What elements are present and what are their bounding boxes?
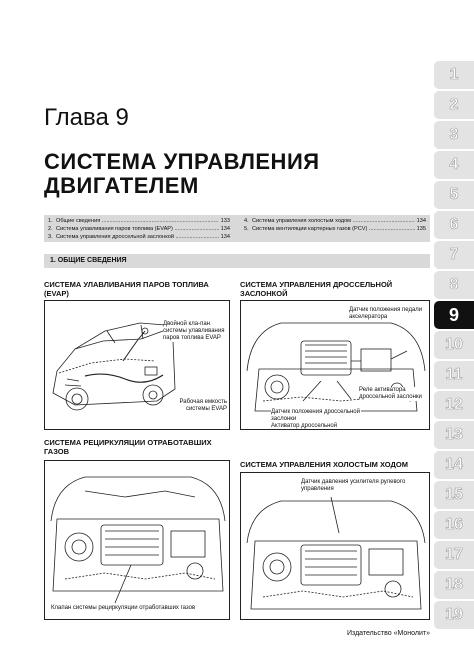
toc-entry-page: 133 xyxy=(220,218,230,224)
toc-entry-page: 135 xyxy=(416,226,426,232)
chapter-tab-4[interactable]: 4 xyxy=(434,151,474,179)
toc-entry[interactable] xyxy=(48,233,230,241)
toc-entry-title: Система управления холостым ходом ..... xyxy=(252,217,415,225)
chapter-tab-2[interactable]: 2 xyxy=(434,91,474,119)
chapter-tab-14[interactable]: 14 xyxy=(434,451,474,479)
section-heading: 1. ОБЩИЕ СВЕДЕНИЯ xyxy=(44,254,430,268)
chapter-tab-5[interactable]: 5 xyxy=(434,181,474,209)
evap-figure xyxy=(44,300,230,430)
idle-figure xyxy=(240,472,430,620)
chapter-tab-7[interactable]: 7 xyxy=(434,241,474,269)
toc-entry-number: 2. xyxy=(48,226,53,232)
throttle-relay-label: Реле активатора дроссельной заслонки xyxy=(359,387,427,401)
engine-bay-illustration xyxy=(241,473,430,620)
throttle-figure-caption: СИСТЕМА УПРАВЛЕНИЯ ДРОССЕЛЬНОЙ ЗАСЛОНКОЙ xyxy=(240,280,393,298)
table-of-contents xyxy=(44,215,430,242)
toc-entry-page: 134 xyxy=(416,218,426,224)
chapter-tab-12[interactable]: 12 xyxy=(434,391,474,419)
evap-dual-valve-label: Двойной кла-пан системы улавливания паров топлива EVAP xyxy=(163,321,227,342)
evap-figure-caption: СИСТЕМА УЛАВЛИВАНИЯ ПАРОВ ТОПЛИВА (EVAP) xyxy=(44,280,209,298)
power-steering-sensor-label: Датчик давления усилителя рулевого управления xyxy=(301,479,421,493)
toc-entry[interactable] xyxy=(244,217,426,225)
pedal-sensor-label: Датчик положения педали акселератора xyxy=(349,307,427,321)
egr-valve-label: Клапан системы рециркуляции отработавших газов xyxy=(51,605,227,612)
toc-entry-page: 134 xyxy=(220,234,230,240)
chapter-tab-13[interactable]: 13 xyxy=(434,421,474,449)
publisher-credit: Издательство «Монолит» xyxy=(346,630,430,637)
chapter-tab-10[interactable]: 10 xyxy=(434,331,474,359)
chapter-tabs xyxy=(434,61,474,631)
chapter-tab-18[interactable]: 18 xyxy=(434,571,474,599)
throttle-figure xyxy=(240,300,430,430)
toc-entry-title: Общие сведения ..... xyxy=(56,217,219,225)
evap-canister-label: Рабочая емкость системы EVAP xyxy=(171,399,227,413)
throttle-position-sensor-label: Датчик положения дроссельной заслонки xyxy=(271,409,360,422)
engine-bay-illustration xyxy=(45,461,230,620)
throttle-actuator-label: Активатор дроссельной xyxy=(271,423,361,430)
chapter-tab-15[interactable]: 15 xyxy=(434,481,474,509)
toc-entry-title: Система улавливания паров топлива (EVAP) ..... xyxy=(56,225,219,233)
toc-entry-number: 4. xyxy=(244,218,249,224)
chapter-tab-9[interactable]: 9 xyxy=(434,301,474,329)
chapter-tab-17[interactable]: 17 xyxy=(434,541,474,569)
toc-entry-title: Система управления дроссельной заслонкой ..... xyxy=(56,233,219,241)
toc-entry[interactable] xyxy=(48,217,230,225)
chapter-tab-8[interactable]: 8 xyxy=(434,271,474,299)
toc-entry-page: 134 xyxy=(220,226,230,232)
toc-right-column xyxy=(244,217,426,240)
idle-figure-caption: СИСТЕМА УПРАВЛЕНИЯ ХОЛОСТЫМ ХОДОМ xyxy=(240,460,408,469)
chapter-tab-1[interactable]: 1 xyxy=(434,61,474,89)
toc-entry[interactable] xyxy=(244,225,426,233)
toc-entry-title: Система вентиляции картерных газов (PCV) ..... xyxy=(252,225,415,233)
chapter-tab-3[interactable]: 3 xyxy=(434,121,474,149)
chapter-tab-16[interactable]: 16 xyxy=(434,511,474,539)
toc-entry-number: 3. xyxy=(48,234,53,240)
toc-entry-number: 5. xyxy=(244,226,249,232)
egr-figure-caption: СИСТЕМА РЕЦИРКУЛЯЦИИ ОТРАБОТАВШИХ ГАЗОВ xyxy=(44,438,212,456)
toc-left-column xyxy=(48,217,230,240)
chapter-tab-19[interactable]: 19 xyxy=(434,601,474,629)
chapter-title: СИСТЕМА УПРАВЛЕНИЯ ДВИГАТЕЛЕМ xyxy=(44,149,320,198)
chapter-tab-11[interactable]: 11 xyxy=(434,361,474,389)
egr-figure xyxy=(44,460,230,620)
toc-entry-number: 1. xyxy=(48,218,53,224)
toc-entry[interactable] xyxy=(48,225,230,233)
chapter-tab-6[interactable]: 6 xyxy=(434,211,474,239)
chapter-label: Глава 9 xyxy=(44,104,129,131)
